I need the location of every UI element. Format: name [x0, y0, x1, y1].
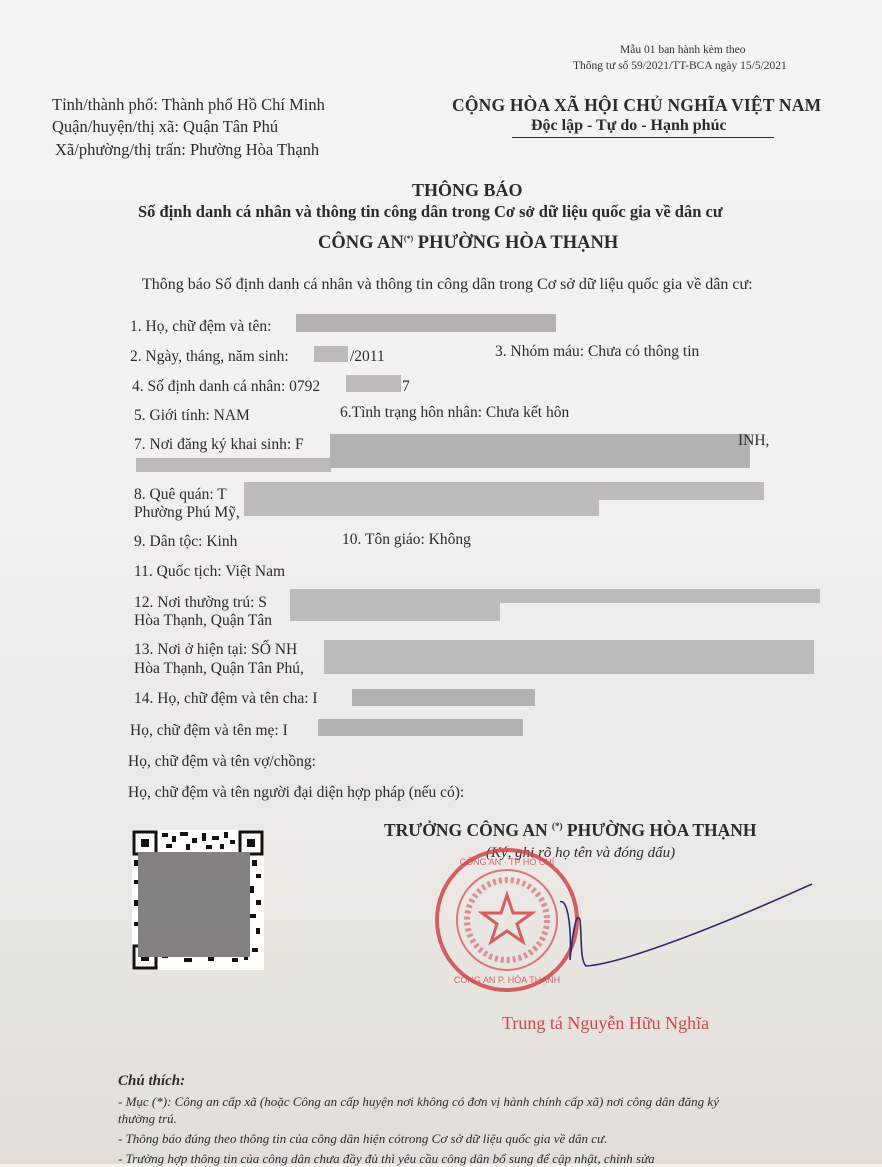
redacted-qr-center [138, 852, 250, 957]
field-nationality: 11. Quốc tịch: Việt Nam [134, 563, 286, 580]
field-birth-registration-tail: INH, [738, 432, 770, 449]
redacted-birth-place-2 [136, 458, 331, 472]
redacted-permanent-residence [290, 589, 820, 603]
redacted-father-name [352, 689, 535, 706]
handwritten-signature-icon [560, 880, 820, 990]
signatory-title-prefix: TRƯỞNG CÔNG AN [384, 820, 553, 840]
signature-instruction: (Ký, ghi rõ họ tên và đóng dấu) [486, 845, 676, 861]
field-mother-name: Họ, chữ đệm và tên mẹ: I [130, 722, 288, 739]
field-hometown-line2: Phường Phú Mỹ, [134, 504, 240, 521]
document-title: THÔNG BÁO [412, 180, 523, 200]
redacted-hometown-2 [244, 500, 599, 516]
field-permanent-residence-line2: Hòa Thạnh, Quận Tân [134, 612, 273, 629]
field-current-residence: 13. Nơi ở hiện tại: SỐ NH [134, 641, 298, 658]
form-ref-line1: Mẫu 01 ban hành kèm theo [620, 44, 746, 56]
redacted-dob [314, 346, 348, 362]
redacted-hometown [244, 482, 764, 500]
field-full-name: 1. Họ, chữ đệm và tên: [130, 318, 272, 335]
redacted-birth-place [330, 434, 750, 468]
province: Tỉnh/thành phố: Thành phố Hồ Chí Minh [52, 95, 325, 114]
unit-name: PHƯỜNG HÒA THẠNH [413, 233, 619, 253]
field-gender: 5. Giới tính: NAM [134, 407, 250, 424]
svg-text:CÔNG AN P. HÒA THẠNH: CÔNG AN P. HÒA THẠNH [453, 975, 561, 985]
field-id-number: 4. Số định danh cá nhân: 0792 [132, 378, 321, 395]
field-permanent-residence: 12. Nơi thường trú: S [134, 594, 267, 611]
field-birth-registration: 7. Nơi đăng ký khai sinh: F [134, 436, 304, 453]
field-legal-representative: Họ, chữ đệm và tên người đại diện hợp pháp (nếu có): [128, 784, 465, 801]
document-subtitle: Số định danh cá nhân và thông tin công dân trong Cơ sở dữ liệu quốc gia về dân cư [138, 202, 723, 221]
redacted-name [296, 314, 556, 332]
district: Quận/huyện/thị xã: Quận Tân Phú [52, 117, 279, 136]
field-spouse-name: Họ, chữ đệm và tên vợ/chồng: [128, 753, 316, 770]
notes-heading: Chú thích: [118, 1073, 186, 1089]
svg-text:CÔNG AN · TP HỒ CHÍ: CÔNG AN · TP HỒ CHÍ [459, 857, 555, 867]
field-current-residence-line2: Hòa Thạnh, Quận Tân Phú, [134, 660, 304, 677]
motto-underline [512, 137, 774, 138]
police-unit-heading [318, 233, 618, 254]
field-religion: 10. Tôn giáo: Không [342, 531, 471, 548]
note-item: - Thông báo đúng theo thông tin của công dân hiện cótrong Cơ sở dữ liệu quốc gia về dân cư. [118, 1131, 608, 1146]
redacted-current-residence [324, 640, 814, 674]
redacted-permanent-residence-2 [290, 603, 500, 621]
note-item: - Trường hợp thông tin của công dân chưa đầy đủ thì yêu cầu công dân bổ sung để cập nhật, chỉnh sửa [118, 1151, 655, 1166]
field-marital-status: 6.Tình trạng hôn nhân: Chưa kết hôn [340, 404, 570, 421]
field-ethnicity: 9. Dân tộc: Kinh [134, 533, 238, 550]
field-hometown: 8. Quê quán: T [134, 486, 227, 503]
field-dob-value: /2011 [350, 348, 385, 365]
signatory-title [384, 820, 757, 841]
field-father-name: 14. Họ, chữ đệm và tên cha: I [134, 690, 318, 707]
redacted-id [346, 375, 401, 392]
redacted-mother-name [318, 719, 523, 736]
signatory-title-mark: (*) [552, 821, 563, 832]
field-dob-label: 2. Ngày, tháng, năm sinh: [130, 348, 289, 365]
ward: Xã/phường/thị trấn: Phường Hòa Thạnh [55, 140, 320, 159]
signer-name: Trung tá Nguyễn Hữu Nghĩa [502, 1013, 710, 1033]
form-ref-line2: Thông tư số 59/2021/TT-BCA ngày 15/5/2021 [573, 60, 787, 72]
note-item: thường trú. [118, 1111, 177, 1126]
unit-mark: (*) [403, 233, 414, 243]
national-motto: Độc lập - Tự do - Hạnh phúc [531, 117, 727, 134]
field-id-tail: 7 [402, 378, 410, 395]
national-title: CỘNG HÒA XÃ HỘI CHỦ NGHĨA VIỆT NAM [452, 95, 822, 115]
unit-prefix: CÔNG AN [318, 233, 404, 253]
signatory-title-suffix: PHƯỜNG HÒA THẠNH [562, 820, 757, 840]
intro-text: Thông báo Số định danh cá nhân và thông tin công dân trong Cơ sở dữ liệu quốc gia về dân cư: [142, 276, 753, 293]
field-blood-type: 3. Nhóm máu: Chưa có thông tin [495, 343, 700, 360]
note-item: - Mục (*): Công an cấp xã (hoặc Công an cấp huyện nơi không có đơn vị hành chính cấp xã) nơi công dân đăng ký [118, 1094, 719, 1109]
